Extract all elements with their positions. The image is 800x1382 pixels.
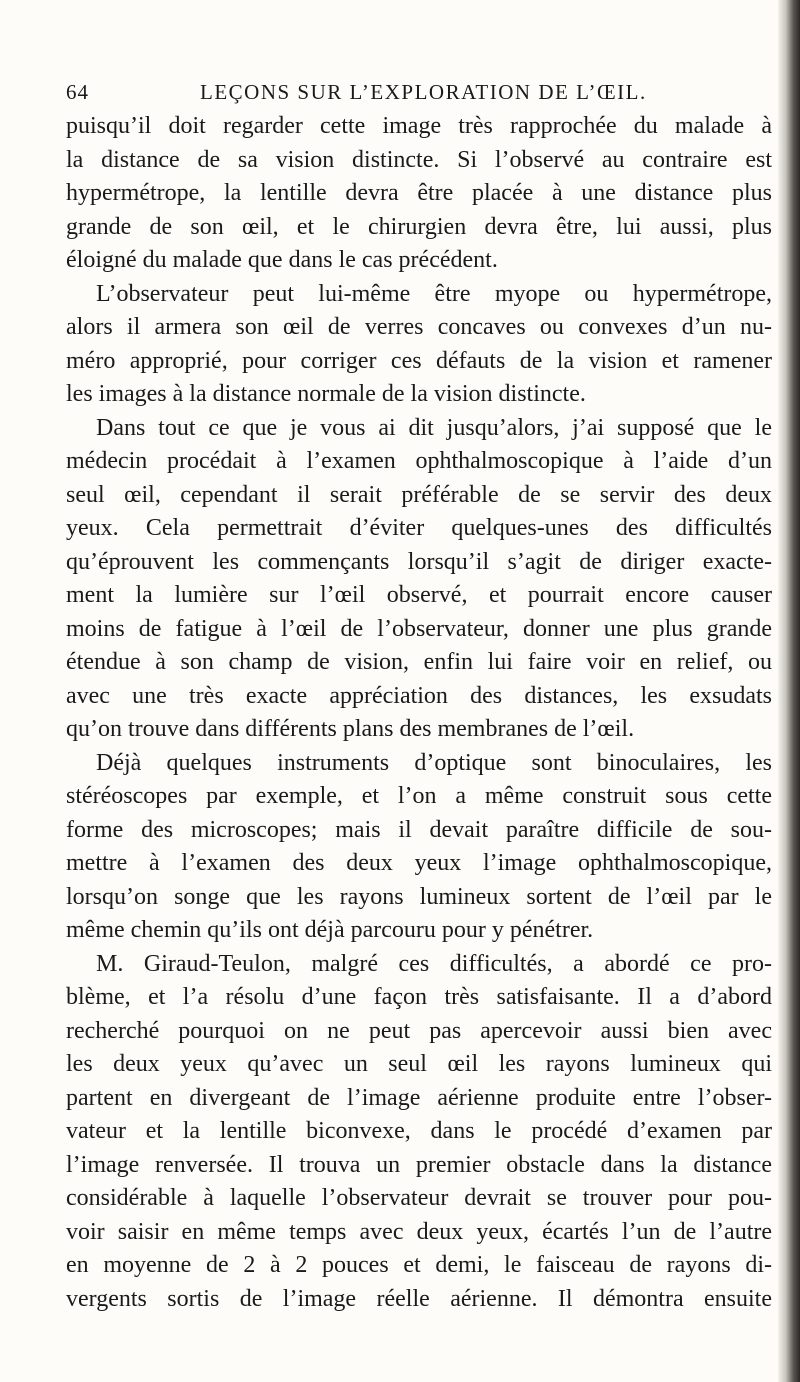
text-line: seul œil, cependant il serait préférable de se servir des deux bbox=[66, 481, 772, 508]
text-line: méro approprié, pour corriger ces défauts de la vision et ramener bbox=[66, 347, 772, 374]
text-line: M. Giraud-Teulon, malgré ces difficultés, a abordé ce pro- bbox=[96, 950, 772, 977]
text-line: partent en divergeant de l’image aérienne produite entre l’obser- bbox=[66, 1084, 772, 1111]
page-number: 64 bbox=[66, 80, 89, 104]
text-line: blème, et l’a résolu d’une façon très satisfaisante. Il a d’abord bbox=[66, 984, 772, 1010]
text-line: médecin procédait à l’examen ophthalmoscopique à l’aide d’un bbox=[66, 448, 772, 474]
text-line: les images à la distance normale de la vision distincte. bbox=[66, 381, 586, 407]
running-head bbox=[66, 80, 756, 112]
text-line: yeux. Cela permettrait d’éviter quelques-unes des difficultés bbox=[66, 515, 772, 541]
body-text bbox=[66, 110, 772, 1316]
text-line: considérable à laquelle l’observateur devrait se trouver pour pou- bbox=[66, 1185, 772, 1211]
text-line: vergents sortis de l’image réelle aérienne. Il démontra ensuite bbox=[66, 1285, 772, 1312]
text-line: qu’on trouve dans différents plans des membranes de l’œil. bbox=[66, 716, 635, 742]
text-line: vateur et la lentille biconvexe, dans le procédé d’examen par bbox=[66, 1118, 772, 1144]
text-line: grande de son œil, et le chirurgien devra être, lui aussi, plus bbox=[66, 213, 772, 240]
text-line: même chemin qu’ils ont déjà parcouru pour y pénétrer. bbox=[66, 917, 594, 943]
text-line: Déjà quelques instruments d’optique sont binoculaires, les bbox=[96, 749, 772, 776]
text-line: L’observateur peut lui-même être myope ou hypermétrope, bbox=[96, 280, 772, 307]
text-line: les deux yeux qu’avec un seul œil les rayons lumineux qui bbox=[66, 1051, 772, 1077]
text-line: mettre à l’examen des deux yeux l’image ophthalmoscopique, bbox=[66, 850, 772, 876]
text-line: avec une très exacte appréciation des distances, les exsudats bbox=[66, 682, 772, 709]
text-line: recherché pourquoi on ne peut pas apercevoir aussi bien avec bbox=[66, 1017, 772, 1044]
text-line: alors il armera son œil de verres concaves ou convexes d’un nu- bbox=[66, 314, 772, 340]
text-line: étendue à son champ de vision, enfin lui faire voir en relief, ou bbox=[66, 649, 772, 675]
text-line: la distance de sa vision distincte. Si l’observé au contraire est bbox=[66, 146, 772, 173]
text-line: éloigné du malade que dans le cas précédent. bbox=[66, 247, 498, 273]
text-line: lorsqu’on songe que les rayons lumineux sortent de l’œil par le bbox=[66, 883, 772, 910]
text-line: qu’éprouvent les commençants lorsqu’il s’agit de diriger exacte- bbox=[66, 548, 772, 575]
text-line: en moyenne de 2 à 2 pouces et demi, le faisceau de rayons di- bbox=[66, 1252, 772, 1278]
text-line: voir saisir en même temps avec deux yeux, écartés l’un de l’autre bbox=[66, 1218, 772, 1245]
text-line: forme des microscopes; mais il devait paraître difficile de sou- bbox=[66, 816, 772, 843]
text-line: ment la lumière sur l’œil observé, et pourrait encore causer bbox=[66, 582, 772, 608]
running-title: LEÇONS SUR L’EXPLORATION DE L’ŒIL. bbox=[200, 80, 647, 104]
text-line: moins de fatigue à l’œil de l’observateur, donner une plus grande bbox=[66, 615, 772, 642]
text-line: Dans tout ce que je vous ai dit jusqu’alors, j’ai supposé que le bbox=[96, 414, 772, 441]
text-line: stéréoscopes par exemple, et l’on a même construit sous cette bbox=[66, 783, 772, 809]
text-line: hypermétrope, la lentille devra être placée à une distance plus bbox=[66, 180, 772, 206]
text-line: l’image renversée. Il trouva un premier obstacle dans la distance bbox=[66, 1151, 772, 1178]
text-line: puisqu’il doit regarder cette image très rapprochée du malade à bbox=[66, 113, 772, 139]
page-edge-shadow bbox=[778, 0, 800, 1382]
